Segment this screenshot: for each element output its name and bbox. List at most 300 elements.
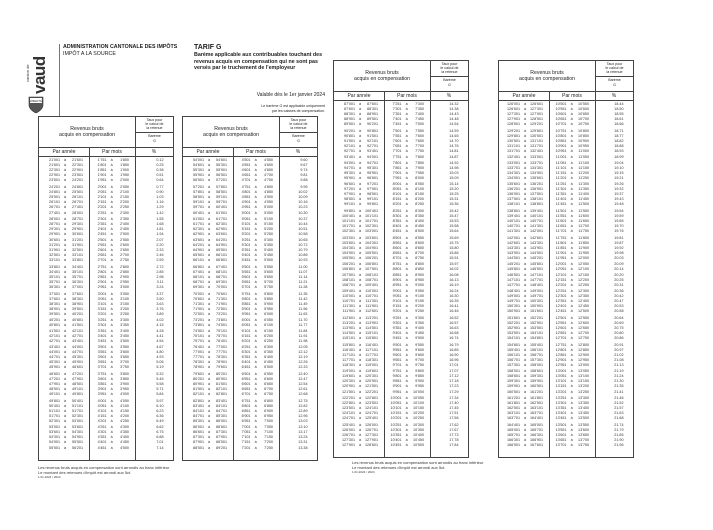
rate-value: 19.54	[614, 208, 624, 213]
sep: à	[208, 306, 211, 311]
sep: à	[359, 277, 362, 282]
month-to: 10'600	[578, 107, 589, 112]
year-to: 137'501	[529, 192, 543, 197]
month-from: 2'851	[97, 275, 107, 280]
rate-value: 6.23	[156, 408, 164, 413]
month-from: 9'051	[392, 294, 402, 299]
sep: à	[208, 387, 211, 392]
year-from: 67'401	[193, 269, 204, 274]
year-from: 112'601	[342, 315, 355, 320]
table-body	[183, 158, 317, 451]
year-to: 147'701	[529, 277, 543, 282]
year-from: 51'701	[49, 413, 60, 418]
month-from: 4'251	[97, 425, 107, 430]
year-from: 109'401	[341, 289, 355, 294]
sep: à	[570, 315, 573, 320]
year-from: 44'701	[49, 355, 60, 360]
sep: à	[110, 440, 113, 445]
sep: à	[570, 175, 573, 180]
sep: à	[208, 211, 211, 216]
col-year: Par année	[512, 93, 536, 99]
sep: à	[208, 231, 211, 236]
rate-value: 11.63	[298, 311, 308, 316]
month-from: 6'801	[241, 403, 251, 408]
rate-value: 16.57	[449, 320, 459, 325]
month-to: 10'300	[413, 422, 424, 427]
sep: à	[359, 219, 362, 224]
sep: à	[359, 384, 362, 389]
year-from: 115'101	[342, 336, 355, 341]
rate-value: 3.37	[156, 291, 164, 296]
month-from: 12'301	[555, 294, 567, 299]
year-to: 26'701	[72, 199, 83, 204]
year-from: 159'901	[506, 384, 520, 389]
month-to: 7'500	[415, 122, 424, 127]
year-from: 119'601	[342, 374, 355, 379]
month-from: 4'101	[97, 408, 107, 413]
rate-value: 9.81	[300, 173, 308, 178]
year-from: 73'201	[193, 318, 204, 323]
year-from: 29'301	[49, 226, 60, 231]
month-to: 3'700	[120, 360, 129, 365]
month-to: 8'250	[415, 202, 424, 207]
sep: à	[254, 355, 257, 360]
month-from: 11'201	[555, 175, 567, 180]
year-from: 55'901	[193, 173, 204, 178]
rate-value: 20.69	[614, 320, 624, 325]
sep: à	[524, 187, 527, 192]
table-row	[334, 283, 468, 288]
year-from: 74'501	[193, 328, 204, 333]
sep: à	[359, 128, 362, 133]
year-to: 95'901	[367, 170, 378, 175]
month-to: 5'150	[264, 221, 273, 226]
sep: à	[208, 258, 211, 263]
month-from: 3'751	[97, 371, 107, 376]
year-from: 133'001	[506, 160, 520, 165]
rate-value: 12.12	[298, 350, 308, 355]
month-to: 4'700	[264, 173, 273, 178]
sep: à	[405, 117, 408, 122]
month-to: 6'200	[264, 333, 273, 338]
sep: à	[110, 280, 113, 285]
sep: à	[405, 267, 408, 272]
year-to: 135'601	[529, 175, 543, 180]
rate-value: 18.66	[614, 122, 624, 127]
rate-value: 17.73	[449, 432, 459, 437]
rate-value: 5.45	[156, 376, 164, 381]
sep: à	[208, 243, 211, 248]
year-from: 30'601	[49, 238, 60, 243]
table-row	[334, 336, 468, 341]
sep: à	[359, 396, 362, 401]
rate-value: 19.15	[614, 170, 624, 175]
month-from: 5'701	[241, 285, 251, 290]
month-from: 13'401	[555, 411, 567, 416]
sep: à	[208, 204, 211, 209]
sep: à	[405, 245, 408, 250]
rate-value: 11.07	[298, 269, 308, 274]
sep: à	[254, 173, 257, 178]
year-to: 144'501	[529, 250, 543, 255]
sep: à	[64, 445, 67, 450]
month-to: 2'250	[120, 204, 129, 209]
month-from: 9'951	[392, 389, 402, 394]
sep: à	[359, 229, 362, 234]
month-to: 2'750	[120, 258, 129, 263]
rate-value: 15.25	[449, 192, 459, 197]
month-to: 5'100	[264, 216, 273, 221]
month-to: 3'650	[120, 355, 129, 360]
sep: à	[405, 240, 408, 245]
month-from: 6'701	[241, 392, 251, 397]
year-to: 110'701	[365, 294, 378, 299]
month-to: 12'850	[578, 347, 589, 352]
sep: à	[570, 336, 573, 341]
year-to: 128'501	[529, 117, 543, 122]
year-to: 25'501	[72, 189, 83, 194]
year-from: 66'801	[193, 264, 204, 269]
month-to: 3'800	[120, 371, 129, 376]
year-from: 46'601	[49, 371, 60, 376]
rate-value: 0.51	[156, 173, 164, 178]
year-to: 78'901	[216, 360, 227, 365]
sep: à	[254, 248, 257, 253]
month-from: 8'451	[392, 229, 402, 234]
sep: à	[359, 389, 362, 394]
year-to: 31'201	[72, 238, 83, 243]
month-from: 12'801	[555, 347, 567, 352]
rate-value: 16.19	[449, 282, 459, 287]
month-from: 12'251	[555, 289, 567, 294]
year-to: 156'701	[529, 352, 543, 357]
rate-value: 9.88	[300, 178, 308, 183]
month-to: 2'450	[120, 226, 129, 231]
sep: à	[524, 128, 527, 133]
month-from: 5'651	[241, 280, 251, 285]
sep: à	[64, 311, 67, 316]
month-from: 12'651	[555, 331, 567, 336]
year-to: 51'701	[72, 408, 83, 413]
year-to: 151'601	[529, 309, 543, 314]
table-header	[334, 61, 468, 92]
year-from: 147'701	[506, 282, 520, 287]
month-to: 8'650	[415, 245, 424, 250]
year-from: 101'101	[341, 219, 355, 224]
rate-value: 4.28	[156, 328, 164, 333]
month-from: 11'951	[555, 255, 567, 260]
rate-value: 1.03	[156, 194, 164, 199]
table-row	[499, 202, 633, 207]
month-to: 13'350	[578, 401, 589, 406]
month-from: 2'751	[97, 264, 107, 269]
year-to: 40'201	[72, 311, 83, 316]
month-from: 7'301	[392, 107, 402, 112]
year-from: 108'101	[341, 277, 355, 282]
month-from: 5'751	[241, 291, 251, 296]
month-from: 4'901	[241, 199, 251, 204]
sep: à	[405, 362, 408, 367]
sep: à	[208, 226, 211, 231]
sep: à	[570, 362, 573, 367]
year-from: 62'901	[193, 231, 204, 236]
rate-value: 17.01	[449, 362, 459, 367]
year-from: 61'701	[193, 221, 204, 226]
year-to: 110'001	[365, 289, 378, 294]
rate-value: 12.05	[298, 345, 308, 350]
rate-value: 20.31	[614, 282, 624, 287]
sep: à	[110, 418, 113, 423]
sep: à	[359, 102, 362, 106]
year-from: 131'701	[506, 148, 520, 153]
year-to: 85'301	[216, 413, 227, 418]
month-to: 8'600	[415, 240, 424, 245]
month-from: 3'051	[97, 296, 107, 301]
sep: à	[524, 406, 527, 411]
month-from: 2'601	[97, 248, 107, 253]
admin-title: ADMINISTRATION CANTONALE DES IMPÔTS	[63, 44, 178, 50]
rate-value: 20.03	[614, 255, 624, 260]
month-from: 9'101	[392, 299, 402, 304]
rate-value: 16.46	[449, 309, 459, 314]
rate-value: 20.53	[614, 304, 624, 309]
year-from: 157'301	[506, 362, 520, 367]
month-from: 10'401	[390, 437, 402, 442]
sep: à	[208, 178, 211, 183]
year-from: 116'401	[342, 347, 355, 352]
month-from: 1'751	[97, 158, 107, 162]
sep: à	[359, 416, 362, 421]
year-from: 57'201	[193, 184, 204, 189]
sep: à	[405, 325, 408, 330]
month-from: 9'901	[392, 384, 402, 389]
month-to: 13'100	[578, 374, 589, 379]
rate-value: 18.93	[614, 148, 624, 153]
rate-value: 2.46	[156, 253, 164, 258]
sep: à	[405, 255, 408, 260]
month-to: 7'950	[415, 170, 424, 175]
sep: à	[208, 328, 211, 333]
month-to: 6'150	[264, 328, 273, 333]
year-to: 122'201	[364, 389, 378, 394]
rate-value: 10.16	[298, 199, 308, 204]
sep: à	[254, 231, 257, 236]
month-to: 2'600	[120, 243, 129, 248]
sep: à	[524, 443, 527, 447]
month-to: 11'300	[578, 182, 589, 187]
rate-value: 19.37	[614, 192, 624, 197]
rate-value: 15.14	[449, 182, 459, 187]
tax-table	[498, 60, 634, 458]
sep: à	[254, 323, 257, 328]
year-from: 43'401	[49, 345, 60, 350]
sep: à	[64, 264, 67, 269]
month-to: 3'250	[120, 311, 129, 316]
table-row	[334, 416, 468, 421]
rate-value: 15.97	[449, 262, 459, 267]
table-row	[39, 205, 173, 210]
month-to: 6'500	[264, 365, 273, 370]
month-to: 8'850	[415, 267, 424, 272]
year-to: 66'101	[216, 253, 227, 258]
month-from: 9'501	[392, 342, 402, 347]
rate-value: 12.61	[298, 387, 308, 392]
year-from: 57'801	[193, 189, 204, 194]
month-from: 13'451	[555, 416, 567, 421]
table-row	[183, 419, 317, 424]
month-from: 13'551	[555, 427, 567, 432]
rate-value: 18.71	[614, 128, 624, 133]
year-from: 88'901	[344, 117, 355, 122]
sep: à	[405, 122, 408, 127]
year-to: 82'801	[216, 392, 227, 397]
year-from: 39'501	[49, 311, 60, 316]
rate-value: 12.26	[298, 360, 308, 365]
year-from: 119'001	[342, 369, 355, 374]
table-row	[39, 232, 173, 237]
rate-value: 15.47	[449, 213, 459, 218]
month-to: 11'250	[578, 175, 589, 180]
month-to: 11'050	[578, 155, 589, 160]
month-from: 7'401	[392, 117, 402, 122]
rate-value: 4.80	[156, 350, 164, 355]
sep: à	[254, 333, 257, 338]
sep: à	[110, 381, 113, 386]
year-to: 134'901	[529, 170, 543, 175]
year-to: 62'301	[216, 221, 227, 226]
month-from: 8'851	[392, 272, 402, 277]
year-from: 155'401	[506, 347, 520, 352]
rate-value: 15.80	[449, 245, 459, 250]
month-to: 11'200	[578, 170, 589, 175]
month-to: 12'650	[578, 325, 589, 330]
table-row	[334, 443, 468, 448]
rate-value: 21.52	[614, 401, 624, 406]
month-to: 6'400	[264, 355, 273, 360]
sep: à	[64, 333, 67, 338]
rate-value: 7.01	[156, 440, 164, 445]
year-to: 59'701	[216, 199, 227, 204]
year-to: 55'501	[72, 440, 83, 445]
month-from: 11'401	[555, 197, 567, 202]
year-from: 126'701	[341, 432, 355, 437]
year-to: 146'501	[529, 267, 543, 272]
income-label: Revenus bruts acquis en compensation	[183, 117, 280, 147]
month-to: 9'050	[415, 289, 424, 294]
rate-value: 15.36	[449, 202, 459, 207]
sep: à	[254, 163, 257, 168]
sep: à	[570, 389, 573, 394]
rate-value: 9.95	[300, 184, 308, 189]
year-to: 157'301	[529, 357, 543, 362]
rate-value: 0.77	[156, 184, 164, 189]
footer-line-2: Le montant des retenues d'impôt est arrondi aux 5ct.	[38, 470, 132, 475]
year-to: 63'601	[216, 231, 227, 236]
year-to: 156'101	[529, 347, 543, 352]
month-from: 8'501	[392, 235, 402, 240]
rate-value: 17.34	[449, 396, 459, 401]
month-from: 5'301	[241, 243, 251, 248]
rate-value: 13.38	[298, 445, 308, 450]
year-from: 124'101	[341, 411, 355, 416]
year-from: 42'101	[49, 333, 60, 338]
year-from: 126'001	[341, 427, 355, 432]
sep: à	[570, 197, 573, 202]
sep: à	[359, 155, 362, 160]
sep: à	[254, 435, 257, 440]
sep: à	[64, 430, 67, 435]
year-from: 130'501	[506, 138, 520, 143]
year-to: 75'101	[216, 328, 227, 333]
month-to: 10'850	[578, 133, 589, 138]
sep: à	[405, 443, 408, 447]
month-from: 12'601	[555, 325, 567, 330]
month-from: 7'051	[241, 430, 251, 435]
month-from: 13'301	[555, 401, 567, 406]
month-from: 10'351	[390, 432, 402, 437]
sep: à	[110, 338, 113, 343]
sep: à	[254, 318, 257, 323]
month-to: 7'250	[264, 445, 273, 450]
year-to: 152'901	[529, 320, 543, 325]
year-to: 91'501	[367, 133, 378, 138]
month-from: 2'651	[97, 253, 107, 258]
sep: à	[254, 418, 257, 423]
month-to: 11'650	[578, 219, 589, 224]
month-to: 11'800	[578, 235, 589, 240]
month-from: 7'201	[241, 445, 251, 450]
table-row	[334, 256, 468, 261]
rate-value: 21.02	[614, 352, 624, 357]
month-from: 5'401	[241, 253, 251, 258]
year-to: 60'401	[216, 204, 227, 209]
admin-block	[63, 44, 177, 57]
year-from: 24'201	[49, 184, 60, 189]
rate-value: 11.42	[298, 296, 308, 301]
sep: à	[570, 379, 573, 384]
sep: à	[64, 178, 67, 183]
sep: à	[405, 197, 408, 202]
sep: à	[570, 411, 573, 416]
year-from: 114'501	[342, 331, 355, 336]
sep: à	[405, 250, 408, 255]
rate-value: 9.67	[300, 163, 308, 168]
month-to: 3'150	[120, 301, 129, 306]
month-from: 10'151	[390, 411, 402, 416]
year-from: 51'101	[49, 408, 60, 413]
month-to: 12'500	[578, 309, 589, 314]
year-from: 87'001	[344, 102, 355, 106]
sep: à	[254, 216, 257, 221]
year-to: 44'001	[72, 345, 83, 350]
year-to: 133'001	[529, 155, 543, 160]
year-from: 132'401	[506, 155, 520, 160]
sep: à	[254, 350, 257, 355]
rate-value: 5.06	[156, 360, 164, 365]
year-from: 161'801	[506, 401, 520, 406]
month-from: 5'001	[241, 211, 251, 216]
month-from: 6'101	[241, 328, 251, 333]
sep: à	[524, 422, 527, 427]
year-from: 127'901	[506, 117, 520, 122]
year-to: 165'701	[529, 427, 543, 432]
year-to: 126'601	[529, 102, 543, 106]
month-from: 8'801	[392, 267, 402, 272]
sep: à	[405, 202, 408, 207]
sep: à	[64, 306, 67, 311]
sep: à	[359, 202, 362, 207]
month-to: 12'800	[578, 342, 589, 347]
